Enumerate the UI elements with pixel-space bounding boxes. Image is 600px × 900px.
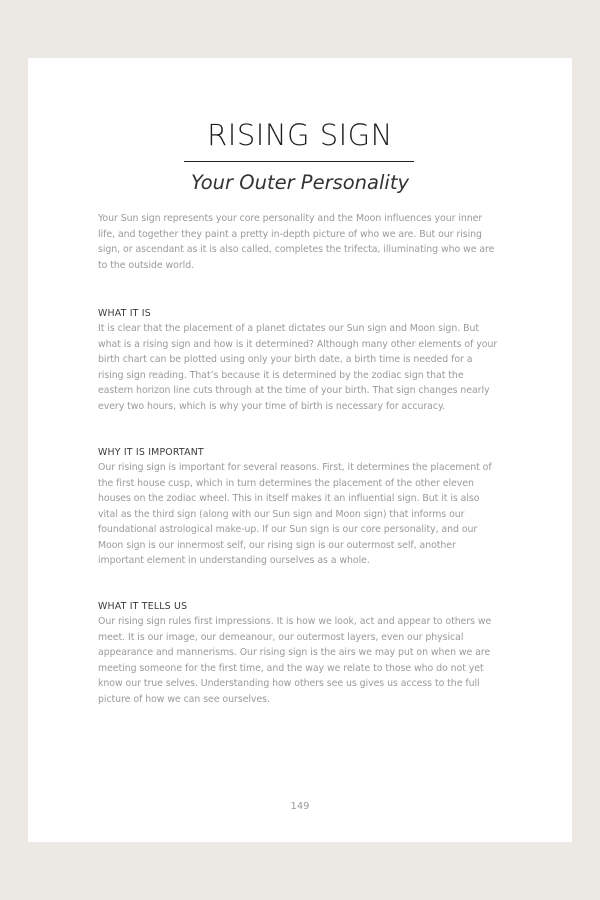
- book-page: [28, 58, 572, 842]
- section-body-why-important: Our rising sign is important for several reasons. First, it determines the placement of the first house cusp, which in turn determines the placement of the other eleven houses on the zodiac wheel. This in itself makes it an influential sign. But it is also vital as the third sign (along with our Sun sign and Moon sign) that informs our foundational astrological make-up. If our Sun sign is our core personality, and our Moon sign is our innermost self, our rising sign is our outermost self, another important element in understanding ourselves as a whole.: [98, 462, 492, 566]
- title-divider: [184, 161, 414, 162]
- section-body-what-it-tells-us: Our rising sign rules first impressions. It is how we look, act and appear to others we meet. It is our image, our demeanour, our outermost layers, even our physical appearance and mannerisms. Our rising sign is the airs we may put on when we are meeting someone for the first time, and the way we relate to those who do not yet know our true selves. Understanding how others see us gives us access to the full picture of how we can see ourselves.: [98, 616, 492, 705]
- page-subtitle: Your Outer Personality: [190, 171, 410, 194]
- intro-paragraph: Your Sun sign represents your core personality and the Moon influences your inner life, and together they paint a pretty in-depth picture of who we are. But our rising sign, or ascendant as it is also called, completes the trifecta, illuminating who we are to the outside world.: [98, 213, 495, 271]
- section-heading-why-important: WHY IT IS IMPORTANT: [98, 447, 204, 458]
- page-title: RISING SIGN: [207, 118, 393, 152]
- section-heading-what-it-tells-us: WHAT IT TELLS US: [98, 601, 188, 612]
- section-body-what-it-is: It is clear that the placement of a planet dictates our Sun sign and Moon sign. But what is a rising sign and how is it determined? Although many other elements of your birth chart can be plotted using only your birth date, a birth time is needed for a rising sign reading. That’s because it is determined by the zodiac sign that the eastern horizon line cuts through at the time of your birth. That sign changes nearly every two hours, which is why your time of birth is necessary for accuracy.: [98, 323, 498, 412]
- section-heading-what-it-is: WHAT IT IS: [98, 308, 151, 319]
- page-number: 149: [290, 801, 310, 812]
